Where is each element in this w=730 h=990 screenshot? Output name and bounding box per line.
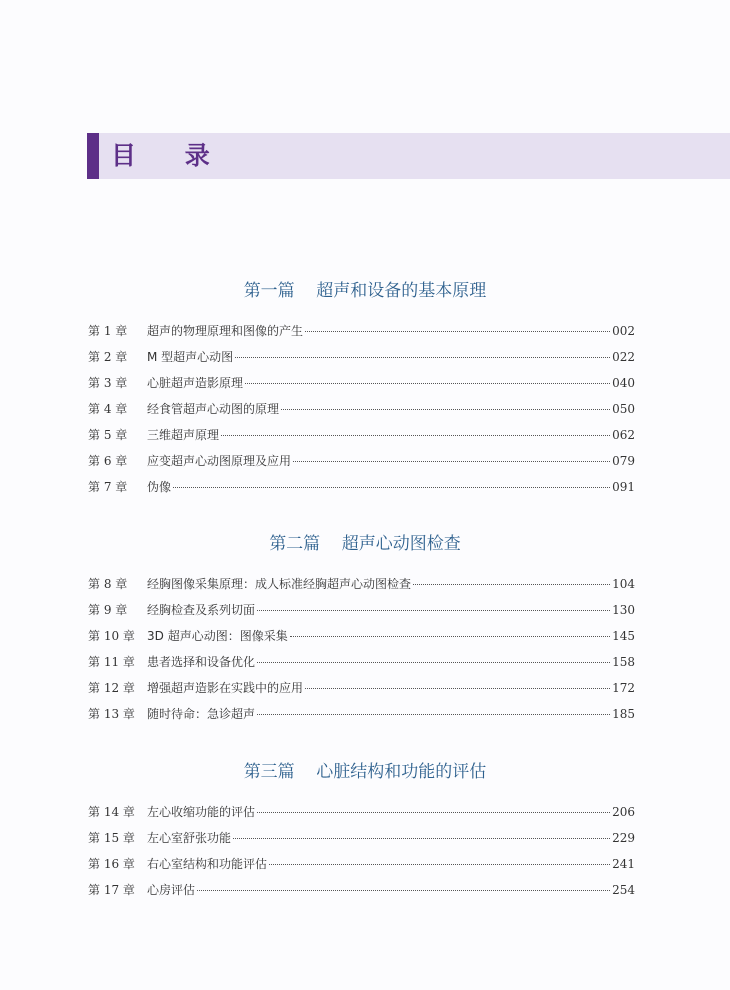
leader-dots [257,662,610,663]
chapter-title: 左心收缩功能的评估 [147,805,256,819]
page-number: 022 [612,350,635,364]
toc-entry[interactable] [88,679,635,705]
leader-dots [413,584,610,585]
chapter-title: 应变超声心动图原理及应用 [147,454,292,468]
chapter-number: 第 12 章 [88,681,135,695]
chapter-title: 3D 超声心动图：图像采集 [147,629,288,643]
leader-dots [281,409,610,410]
toc-entry[interactable] [88,478,635,504]
toc-entry[interactable] [88,601,635,627]
chapter-title: 右心室结构和功能评估 [147,857,268,871]
part-title-2: 第二篇 超声心动图检查 [269,534,461,554]
chapter-title: 三维超声原理 [147,428,220,442]
toc-entry[interactable] [88,803,635,829]
chapter-title: 经胸检查及系列切面 [147,603,256,617]
chapter-title: M 型超声心动图 [147,350,234,364]
page-number: 254 [612,883,635,897]
chapter-number: 第 5 章 [88,428,128,442]
leader-dots [293,461,610,462]
toc-entry[interactable] [88,400,635,426]
chapter-number: 第 4 章 [88,402,128,416]
page-number: 145 [612,629,635,643]
header-band [87,133,730,179]
leader-dots [257,812,610,813]
toc-entry[interactable] [88,575,635,601]
toc-entry[interactable] [88,452,635,478]
page-number: 229 [612,831,635,845]
leader-dots [245,383,610,384]
chapter-title: 超声的物理原理和图像的产生 [147,324,304,338]
page-title: 目 录 [111,141,230,170]
toc-list-part-3 [88,803,635,907]
leader-dots [233,838,610,839]
page-number: 062 [612,428,635,442]
page-number: 079 [612,454,635,468]
page-number: 241 [612,857,635,871]
header-accent-bar [87,133,99,179]
leader-dots [305,331,610,332]
chapter-number: 第 8 章 [88,577,128,591]
chapter-number: 第 9 章 [88,603,128,617]
page-number: 130 [612,603,635,617]
chapter-number: 第 3 章 [88,376,128,390]
toc-entry[interactable] [88,374,635,400]
chapter-title: 左心室舒张功能 [147,831,232,845]
page-number: 158 [612,655,635,669]
chapter-number: 第 1 章 [88,324,128,338]
part-title-1: 第一篇 超声和设备的基本原理 [243,281,487,301]
chapter-number: 第 14 章 [88,805,135,819]
leader-dots [257,714,610,715]
toc-entry[interactable] [88,627,635,653]
page-number: 002 [612,324,635,338]
chapter-number: 第 7 章 [88,480,128,494]
chapter-number: 第 16 章 [88,857,135,871]
toc-entry[interactable] [88,829,635,855]
page-number: 172 [612,681,635,695]
leader-dots [305,688,610,689]
chapter-number: 第 11 章 [88,655,135,669]
page-number: 050 [612,402,635,416]
page-number: 185 [612,707,635,721]
chapter-number: 第 10 章 [88,629,135,643]
chapter-number: 第 2 章 [88,350,128,364]
toc-entry[interactable] [88,322,635,348]
chapter-title: 伪像 [147,480,172,494]
page-number: 104 [612,577,635,591]
page-number: 206 [612,805,635,819]
leader-dots [269,864,610,865]
chapter-title: 随时待命：急诊超声 [147,707,256,721]
chapter-number: 第 13 章 [88,707,135,721]
part-title-3: 第三篇 心脏结构和功能的评估 [243,762,487,782]
toc-entry[interactable] [88,348,635,374]
chapter-title: 经胸图像采集原理：成人标准经胸超声心动图检查 [147,577,412,591]
leader-dots [221,435,610,436]
leader-dots [173,487,610,488]
chapter-title: 经食管超声心动图的原理 [147,402,280,416]
toc-entry[interactable] [88,881,635,907]
leader-dots [290,636,610,637]
toc-entry[interactable] [88,705,635,731]
chapter-title: 心房评估 [147,883,196,897]
leader-dots [197,890,610,891]
page-number: 091 [612,480,635,494]
page-number: 040 [612,376,635,390]
toc-list-part-1 [88,322,635,504]
toc-list-part-2 [88,575,635,731]
toc-entry[interactable] [88,855,635,881]
leader-dots [257,610,610,611]
toc-entry[interactable] [88,426,635,452]
chapter-number: 第 6 章 [88,454,128,468]
chapter-title: 患者选择和设备优化 [147,655,256,669]
chapter-title: 心脏超声造影原理 [147,376,244,390]
leader-dots [235,357,610,358]
chapter-number: 第 17 章 [88,883,135,897]
chapter-number: 第 15 章 [88,831,135,845]
chapter-title: 增强超声造影在实践中的应用 [147,681,304,695]
toc-entry[interactable] [88,653,635,679]
